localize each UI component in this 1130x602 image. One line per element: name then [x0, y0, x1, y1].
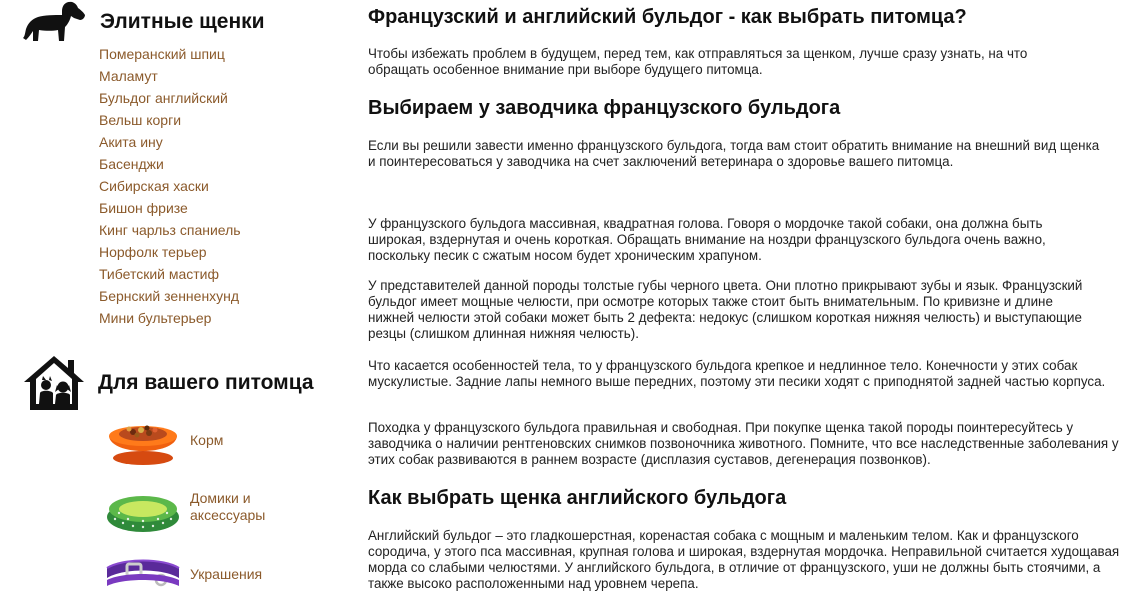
pet-item-label: Домики и аксессуары: [190, 490, 266, 523]
list-item: [99, 219, 241, 241]
breed-link[interactable]: Басенджи: [99, 156, 164, 172]
list-item: [99, 175, 241, 197]
collar-icon: [103, 546, 183, 602]
list-item: [99, 131, 241, 153]
list-item: [99, 197, 241, 219]
breed-link[interactable]: Кинг чарльз спаниель: [99, 222, 241, 238]
pet-item-houses[interactable]: [103, 479, 300, 535]
list-item: [99, 65, 241, 87]
intro-paragraph: Чтобы избежать проблем в будущем, перед тем, как отправляться за щенком, лучше сразу узнать, на что обращать особенное внимание при выборе будущего питомца.: [368, 46, 1028, 77]
sidebar: [0, 0, 340, 602]
pet-item-jewelry[interactable]: [103, 546, 300, 602]
french-paragraph-1: Если вы решили завести именно французского бульдога, тогда вам стоит обратить внимание на внешний вид щенка и поинтересоваться у заводчика на счет заключений ветеринара о здоровье вашего питомца.: [368, 138, 1100, 169]
pet-house-icon: [22, 354, 86, 412]
pet-bed-icon: [103, 479, 183, 535]
elite-puppies-title: Элитные щенки: [100, 10, 265, 33]
french-paragraph-4: Что касается особенностей тела, то у французского бульдога крепкое и недлинное тело. Конечности у этих собак мускулистые. Задние лапы немного выше передних, поэтому эти песики ходят с приподнятой задней частью корпуса.: [368, 358, 1106, 389]
elite-puppies-header: [22, 0, 265, 44]
breed-link[interactable]: Сибирская хаски: [99, 178, 209, 194]
for-your-pet-title: Для вашего питомца: [98, 371, 314, 394]
pet-item-label: Корм: [190, 431, 224, 448]
pet-item-label: Украшения: [190, 565, 263, 582]
list-item: [99, 43, 241, 65]
breed-link[interactable]: Померанский шпиц: [99, 46, 225, 62]
french-paragraph-5: Походка у французского бульдога правильная и свободная. При покупке щенка такой породы поинтересуйтесь у заводчика о наличии рентгеновских снимков позвоночника животного. Помните, что все наследственные заболевания у этих собак развиваются в раннем возрасте (дисплазия суставов, дегенерация позвонков).: [368, 420, 1119, 467]
english-bulldog-heading: Как выбрать щенка английского бульдога: [368, 487, 787, 509]
breed-link[interactable]: Бишон фризе: [99, 200, 188, 216]
breed-link[interactable]: Бернский зенненхунд: [99, 288, 240, 304]
list-item: [99, 241, 241, 263]
breed-link[interactable]: Норфолк терьер: [99, 244, 207, 260]
breed-link[interactable]: Вельш корги: [99, 112, 182, 128]
french-paragraph-3: У представителей данной породы толстые губы черного цвета. Они плотно прикрывают зубы и язык. Французский бульдог имеет мощные челюсти, при осмотре которых также стоит быть внимательным. По кривизне и длине нижней челюсти этой собаки может быть 2 дефекта: недокус (слишком короткая нижняя челюсть) и выступающие резцы (слишком длинная нижняя челюсть).: [368, 278, 1083, 341]
list-item: [99, 153, 241, 175]
dog-silhouette-icon: [22, 0, 88, 44]
breed-link[interactable]: Маламут: [99, 68, 158, 84]
french-paragraph-2: У французского бульдога массивная, квадратная голова. Говоря о мордочке такой собаки, она должна быть широкая, вздернутая и очень короткая. Обращать внимание на ноздри французского бульдога очень важно, поскольку песик с сжатым носом будет хроническим храпуном.: [368, 216, 1046, 263]
breed-link[interactable]: Бульдог английский: [99, 90, 228, 106]
food-bowl-icon: [103, 412, 183, 468]
list-item: [99, 87, 241, 109]
pet-item-food[interactable]: [103, 412, 300, 468]
english-paragraph-1: Английский бульдог – это гладкошерстная, коренастая собака с мощным и маленьким телом. Как и французского сородича, у этого пса массивная, крупная голова и широкая, вздернутая мордочка. Неправильной считается худощавая морда со слабыми челюстями. У английского бульдога, в отличие от французского, уши не должны быть стоячими, а также высоко расположенными над уровнем черепа.: [368, 528, 1120, 591]
french-bulldog-heading: Выбираем у заводчика французского бульдога: [368, 97, 841, 119]
for-your-pet-header: [22, 354, 314, 412]
breed-link[interactable]: Акита ину: [99, 134, 163, 150]
list-item: [99, 285, 241, 307]
list-item: [99, 109, 241, 131]
page-title: Французский и английский бульдог - как выбрать питомца?: [368, 6, 967, 28]
breed-link[interactable]: Мини бультерьер: [99, 310, 212, 326]
breed-list: [99, 43, 241, 329]
breed-link[interactable]: Тибетский мастиф: [99, 266, 220, 282]
list-item: [99, 307, 241, 329]
list-item: [99, 263, 241, 285]
